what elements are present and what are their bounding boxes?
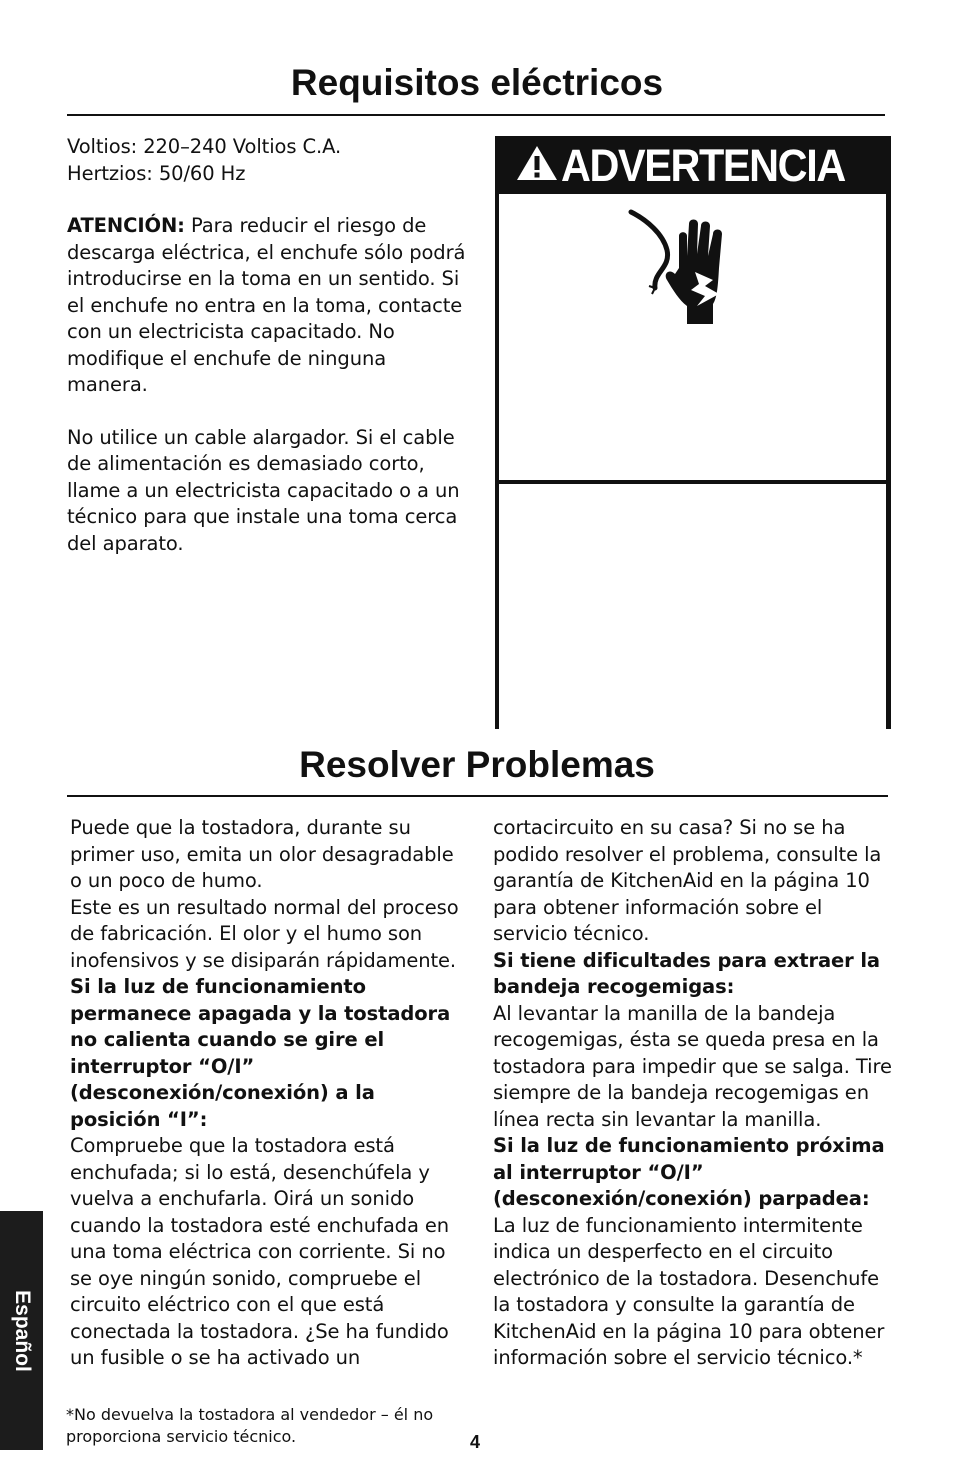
warning-text-panel	[499, 484, 886, 860]
electrical-text-block	[67, 134, 467, 557]
troubleshooting-title: Resolver Problemas	[299, 744, 655, 785]
attention-paragraph	[67, 213, 467, 399]
warning-icon-panel	[499, 194, 886, 480]
question-2-heading-text: Si tiene dificultades para extraer la bandeja recogemigas:	[493, 948, 880, 998]
question-2-answer: Al levantar la manilla de la bandeja recogemigas, ésta se queda presa en la tostadora para impedir que se salga. Tire siempre de la bandeja recogemigas en línea recta sin levantar la manilla.	[493, 1001, 892, 1131]
warning-box	[495, 136, 891, 729]
electric-shock-hazard-icon	[617, 206, 747, 334]
question-1-heading-text: Si la luz de funcionamiento permanece apagada y la tostadora no calienta cuando se gire el interruptor “O/I” (desconexión/conexión) a la posición “I”:	[70, 975, 451, 1131]
troubleshooting-right-column	[493, 815, 893, 1372]
title-divider	[67, 114, 885, 116]
volts-spec: Voltios: 220–240 Voltios C.A.	[67, 135, 342, 158]
alert-triangle-icon	[515, 144, 559, 182]
attention-text: Para reducir el riesgo de descarga eléctrica, el enchufe sólo podrá introducirse en la toma en un sentido. Si el enchufe no entra en la toma, contacte con un electricista capacitado. No modifique el enchufe de ninguna manera.	[67, 214, 466, 396]
question-2-heading	[493, 948, 893, 1001]
question-1-heading	[70, 974, 470, 1133]
troubleshooting-divider	[67, 795, 888, 797]
question-3-answer: La luz de funcionamiento intermitente indica un desperfecto en el circuito electrónico de la tostadora. Desenchufe la tostadora y consulte la garantía de KitchenAid en la página 10 para obtener información sobre el servicio técnico.*	[493, 1213, 885, 1369]
warning-heading: ADVERTENCIA	[561, 140, 845, 191]
question-3-heading-text: Si la luz de funcionamiento próxima al interruptor “O/I” (desconexión/conexión) parpadea:	[493, 1134, 885, 1210]
intro-paragraph-1: Puede que la tostadora, durante su primer uso, emita un olor desagradable o un poco de humo.	[70, 816, 454, 892]
intro-paragraph-2: Este es un resultado normal del proceso de fabricación. El olor y el humo son inofensivos y se disiparán rápidamente.	[70, 895, 459, 972]
electrical-requirements-title: Requisitos eléctricos	[290, 62, 664, 103]
question-1-answer-continued: cortacircuito en su casa? Si no se ha podido resolver el problema, consulte la garantía de KitchenAid en la página 10 para obtener información sobre el servicio técnico.	[493, 816, 882, 945]
question-3-heading	[493, 1133, 893, 1213]
extension-cord-paragraph: No utilice un cable alargador. Si el cable de alimentación es demasiado corto, llame a un electricista capacitado o a un técnico para que instale una toma cerca del aparato.	[67, 425, 460, 555]
page-number: 4	[470, 1432, 481, 1452]
language-side-tab	[0, 1211, 43, 1450]
attention-label: ATENCIÓN:	[67, 214, 185, 237]
footnote: *No devuelva la tostadora al vendedor – él no proporciona servicio técnico.	[66, 1405, 434, 1446]
question-1-answer: Compruebe que la tostadora está enchufada; si lo está, desenchúfela y vuelva a enchufarla. Oirá un sonido cuando la tostadora esté enchufada en una toma eléctrica con corriente. Si no se oye ningún sonido, compruebe el circuito eléctrico con el que está conectada la tostadora. ¿Se ha fundido un fusible o se ha activado un	[70, 1134, 450, 1369]
hertz-spec: Hertzios: 50/60 Hz	[67, 161, 246, 185]
language-tab-label: Español	[10, 1289, 34, 1372]
warning-header	[495, 136, 891, 192]
troubleshooting-left-column	[70, 815, 470, 1372]
